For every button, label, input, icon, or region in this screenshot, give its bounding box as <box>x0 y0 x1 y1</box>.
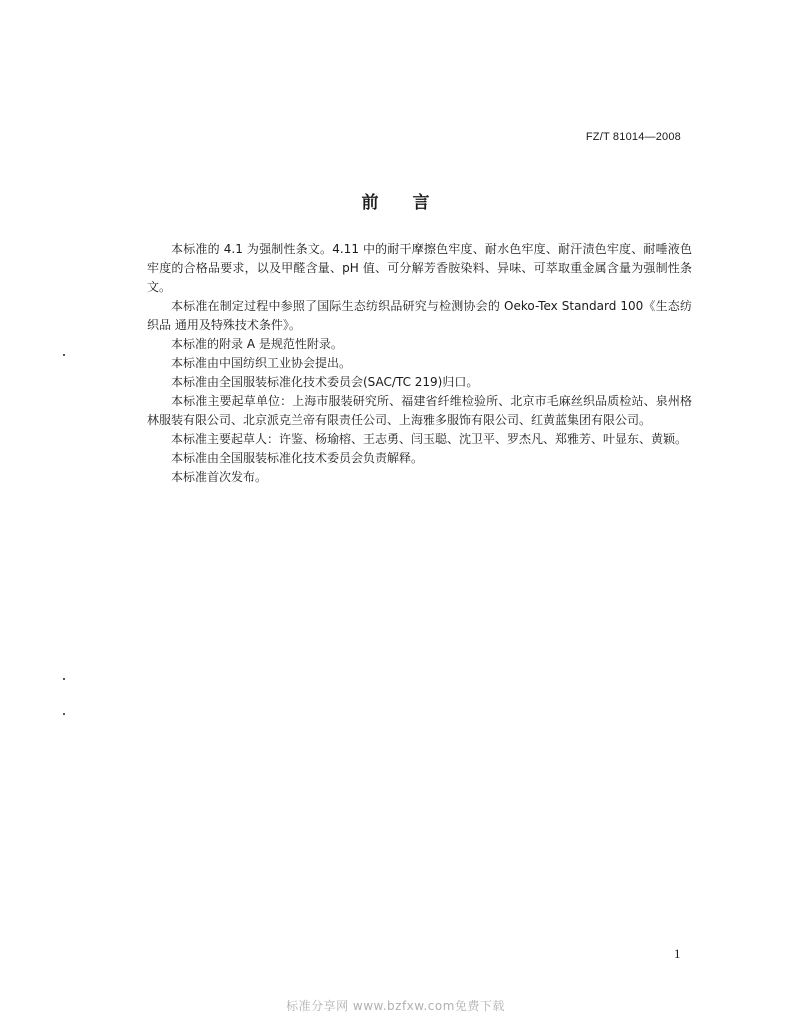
paragraph-centralized-by: 本标准由全国服装标准化技术委员会(SAC/TC 219)归口。 <box>171 375 479 389</box>
paragraph-first-release: 本标准首次发布。 <box>171 470 268 484</box>
paragraph-appendix: 本标准的附录 A 是规范性附录。 <box>171 337 343 351</box>
paragraph-interpretation: 本标准由全国服装标准化技术委员会负责解释。 <box>171 451 424 465</box>
paragraph-proposed-by: 本标准由中国纺织工业协会提出。 <box>171 356 352 370</box>
paragraph-drafters: 本标准主要起草人：许鉴、杨瑜榕、王志勇、闫玉聪、沈卫平、罗杰凡、郑雅芳、叶显东、黄颖。 <box>171 432 688 446</box>
paragraph-mandatory-clauses: 本标准的 4.1 为强制性条文。4.11 中的耐干摩擦色牢度、耐水色牢度、耐汗渍色牢度、耐唾液色牢度的合格品要求，以及甲醛含量、pH 值、可分解芳香胺染料、异味、可萃取重金属含量为强制性条文。 <box>147 242 692 294</box>
page-title: 前言 <box>361 193 464 213</box>
foreword-body <box>147 240 692 487</box>
scan-mark <box>63 678 65 680</box>
page-number: 1 <box>674 946 681 961</box>
standard-code: FZ/T 81014—2008 <box>585 131 681 143</box>
paragraph-drafting-units: 本标准主要起草单位：上海市服装研究所、福建省纤维检验所、北京市毛麻丝织品质检站、泉州格林服装有限公司、北京派克兰帝有限责任公司、上海雅多服饰有限公司、红黄蓝集团有限公司。 <box>147 394 692 427</box>
watermark: 标准分享网 www.bzfxw.com免费下载 <box>286 999 505 1013</box>
scan-mark <box>63 354 65 356</box>
paragraph-reference-standard: 本标准在制定过程中参照了国际生态纺织品研究与检测协会的 Oeko-Tex Standard 100《生态纺织品 通用及特殊技术条件》。 <box>147 299 692 332</box>
scan-mark <box>63 713 65 715</box>
